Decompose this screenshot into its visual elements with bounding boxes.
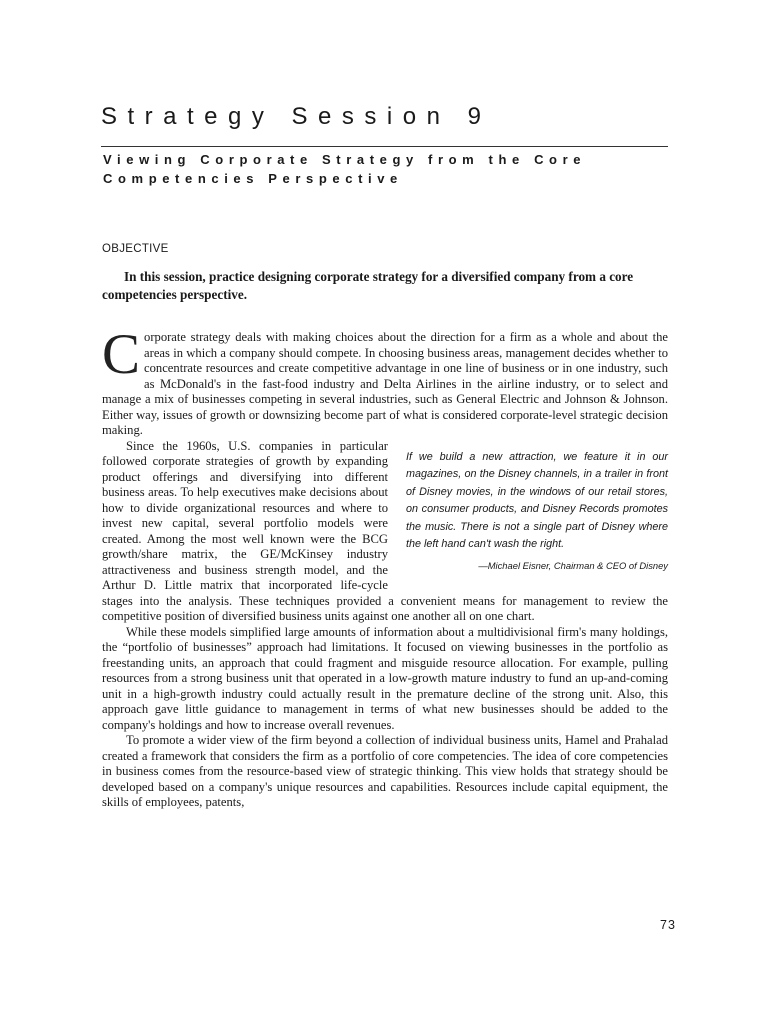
body-text xyxy=(102,323,668,811)
objective-text: In this session, practice designing corporate strategy for a diversified company from a core competencies perspective. xyxy=(102,269,634,302)
paragraph-1-text: orporate strategy deals with making choices about the direction for a firm as a whole and about the areas in which a company should compete. In choosing business areas, management decides whether to concentrate resources and create competitive advantage in one line of business or in one industry, such as McDonald's in the fast-food industry and Delta Airlines in the airline industry, or to select and manage a mix of businesses competing in several industries, such as General Electric and Johnson & Johnson. Either way, issues of growth or downsizing become part of what is considered corporate-level strategic decision making. xyxy=(102,330,668,437)
pull-quote-text: If we build a new attraction, we feature it in our magazines, on the Disney channels, in a trailer in front of Disney movies, in the windows of our retail stores, on consumer products, and Disney Records promotes the music. There is not a single part of Disney where the left hand can't wash the right. xyxy=(406,450,668,550)
page-subtitle xyxy=(103,150,683,188)
pull-quote-attribution: —Michael Eisner, Chairman & CEO of Disney xyxy=(478,559,668,571)
subtitle-line-2: Competencies Perspective xyxy=(103,171,403,186)
page-title: Strategy Session 9 xyxy=(101,103,492,130)
paragraph-1 xyxy=(102,323,668,439)
drop-cap: C xyxy=(102,323,141,386)
objective-label: OBJECTIVE xyxy=(102,243,169,255)
paragraph-2 xyxy=(102,439,668,625)
paragraph-2-text: Since the 1960s, U.S. companies in particular followed corporate strategies of growth by expanding product offerings and diversifying into different business areas. To help executives make decisions about how to divide organizational resources and where to invest new capital, several portfolio models were created. Among the most well known were the BCG growth/share matrix, the GE/McKinsey industry attractiveness and business strength model, and the Arthur D. Little matrix that incorporated life-cycle stages into the analysis. These techniques provided a convenient means for management to review the competitive position of diversified business units against one another all on one chart. xyxy=(102,438,668,623)
paragraph-4: To promote a wider view of the firm beyond a collection of individual business units, Hamel and Prahalad created a framework that considers the firm as a portfolio of core competencies. The idea of core competencies in business comes from the resource-based view of strategic thinking. This view holds that strategy should be developed based on a company's unique resources and capabilities. Resources include capital equipment, the skills of employees, patents, xyxy=(102,733,668,809)
pull-quote xyxy=(406,449,668,575)
paragraph-3: While these models simplified large amounts of information about a multidivisional firm's many holdings, the “portfolio of businesses” approach had limitations. It focused on viewing businesses in the portfolio as freestanding units, an approach that could fragment and misguide resource allocation. For example, pulling resources from a strong business unit that operated in a low-growth mature industry to fund an up-and-coming unit in a high-growth industry could actually result in the premature decline of the strong unit. Also, this approach gave little guidance to management in terms of what new businesses should be added to the company's holdings and how to increase overall revenues. xyxy=(102,624,668,732)
subtitle-line-1: Viewing Corporate Strategy from the Core xyxy=(103,152,587,167)
page-number: 73 xyxy=(660,918,676,932)
title-divider xyxy=(101,146,668,147)
